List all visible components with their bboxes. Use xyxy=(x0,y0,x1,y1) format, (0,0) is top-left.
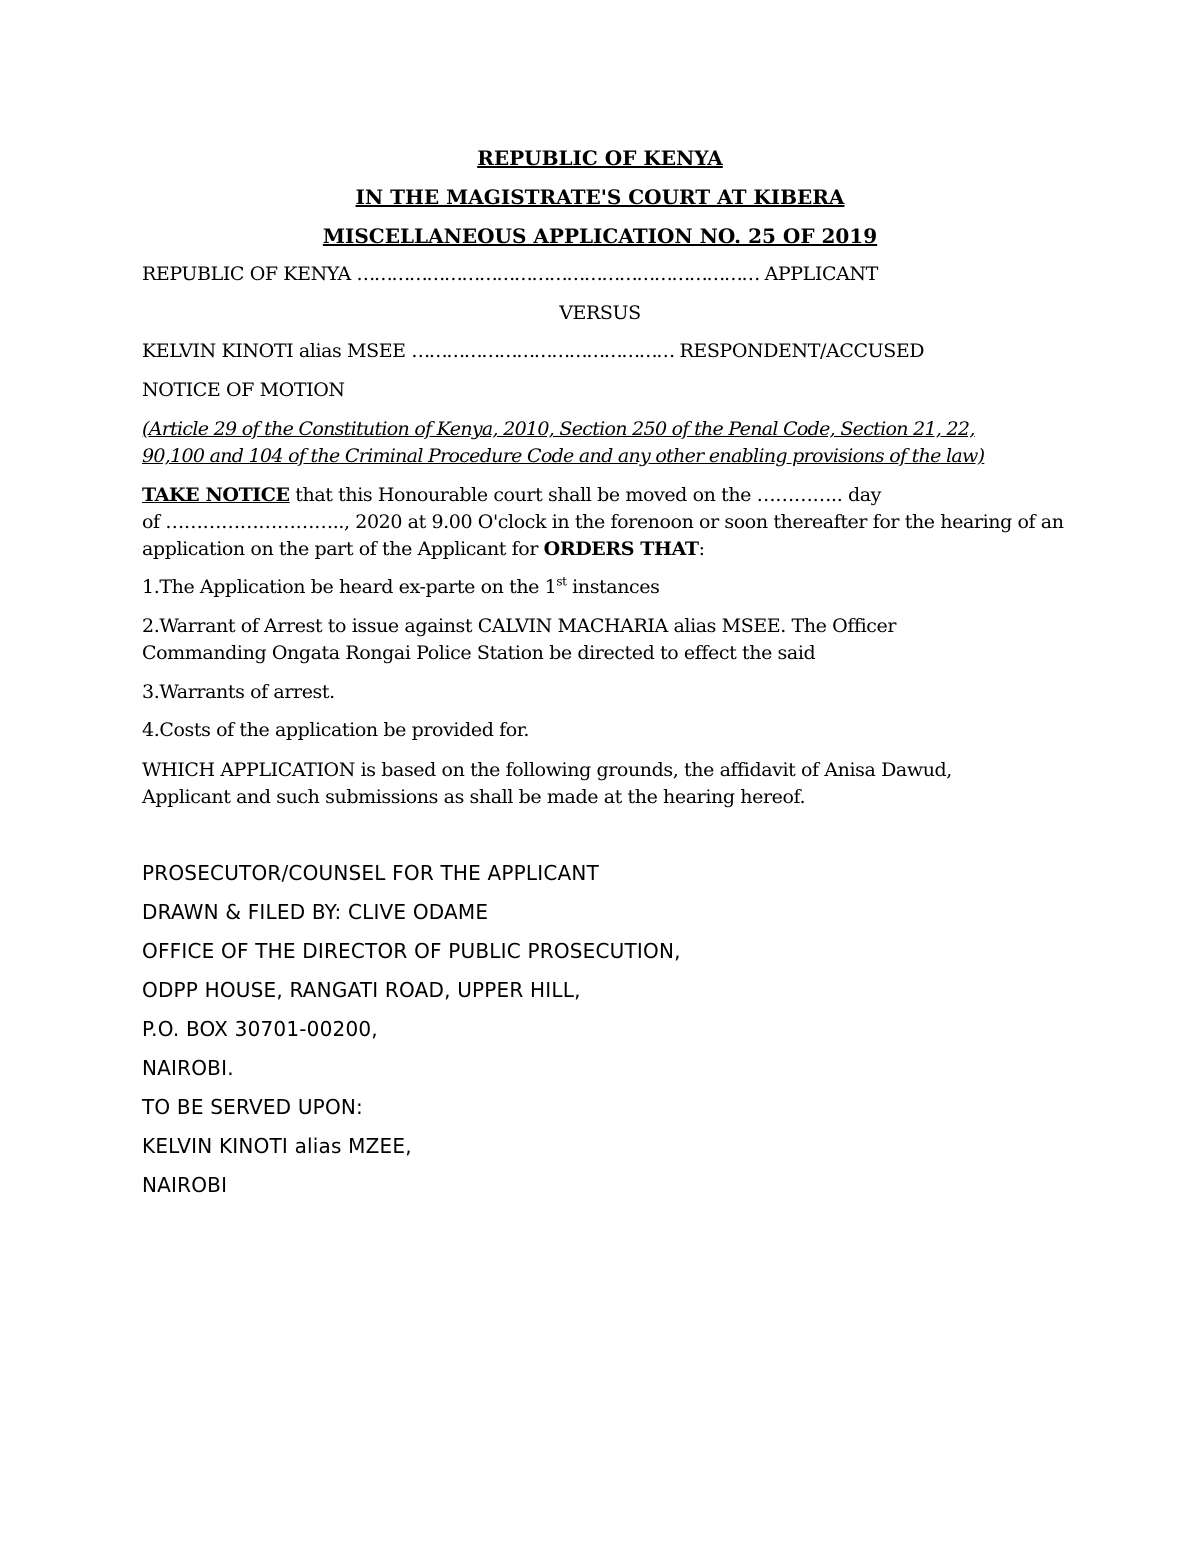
heading-republic: REPUBLIC OF KENYA xyxy=(477,146,723,170)
authority-line-2: 90,100 and 104 of the Criminal Procedure Code and any other enabling provisions of the law) xyxy=(142,445,985,467)
take-notice-line-2: of ……………………….., 2020 at 9.00 O'clock in the forenoon or soon thereafter for the hearing of an xyxy=(142,511,1064,533)
order-item-1-text: 1.The Application be heard ex-parte on the 1 xyxy=(142,576,557,598)
respondent-line xyxy=(142,338,924,364)
take-notice-line-3 xyxy=(142,536,705,562)
applicant-name: REPUBLIC OF KENYA xyxy=(142,263,351,285)
respondent-name: KELVIN KINOTI alias MSEE xyxy=(142,340,406,362)
orders-colon: : xyxy=(698,538,705,560)
served-respondent: KELVIN KINOTI alias MZEE, xyxy=(142,1134,412,1158)
served-upon-label: TO BE SERVED UPON: xyxy=(142,1095,363,1119)
orders-label: ORDERS THAT xyxy=(543,538,699,560)
take-notice-text-1: that this Honourable court shall be moved on the ………….. day xyxy=(289,484,881,506)
applicant-line xyxy=(142,261,878,287)
order-item-1-tail: instances xyxy=(566,576,660,598)
heading-court: IN THE MAGISTRATE'S COURT AT KIBERA xyxy=(355,185,845,209)
take-notice-line-1 xyxy=(142,482,881,508)
order-item-3: 3.Warrants of arrest. xyxy=(142,681,335,703)
applicant-role: APPLICANT xyxy=(764,263,878,285)
signature-po-box: P.O. BOX 30701-00200, xyxy=(142,1017,378,1041)
grounds-line-2: Applicant and such submissions as shall be made at the hearing hereof. xyxy=(142,786,806,808)
signature-prosecutor: PROSECUTOR/COUNSEL FOR THE APPLICANT xyxy=(142,861,599,885)
order-item-2-line-2: Commanding Ongata Rongai Police Station be directed to effect the said xyxy=(142,642,816,664)
take-notice-text-3: application on the part of the Applicant for xyxy=(142,538,544,560)
grounds-line-1: WHICH APPLICATION is based on the following grounds, the affidavit of Anisa Dawud, xyxy=(142,759,952,781)
take-notice-label: TAKE NOTICE xyxy=(142,484,290,506)
respondent-leader-dots: ……………………………………… xyxy=(411,340,674,362)
signature-office: OFFICE OF THE DIRECTOR OF PUBLIC PROSECUTION, xyxy=(142,939,681,963)
order-item-2-line-1: 2.Warrant of Arrest to issue against CALVIN MACHARIA alias MSEE. The Officer xyxy=(142,615,897,637)
served-respondent-city: NAIROBI xyxy=(142,1173,228,1197)
notice-title: NOTICE OF MOTION xyxy=(142,379,345,401)
respondent-role: RESPONDENT/ACCUSED xyxy=(679,340,925,362)
signature-drawn-by: DRAWN & FILED BY: CLIVE ODAME xyxy=(142,900,489,924)
signature-city: NAIROBI. xyxy=(142,1056,234,1080)
applicant-leader-dots: …………………………………………………………… xyxy=(356,263,759,285)
order-item-1-superscript: st xyxy=(556,574,567,589)
authority-line-1: (Article 29 of the Constitution of Kenya, 2010, Section 250 of the Penal Code, Section 21, 22, xyxy=(142,418,975,440)
signature-address: ODPP HOUSE, RANGATI ROAD, UPPER HILL, xyxy=(142,978,581,1002)
versus-label: VERSUS xyxy=(559,302,641,324)
order-item-4: 4.Costs of the application be provided for. xyxy=(142,719,530,741)
heading-case-number: MISCELLANEOUS APPLICATION NO. 25 OF 2019 xyxy=(322,224,878,248)
order-item-1 xyxy=(142,574,660,600)
